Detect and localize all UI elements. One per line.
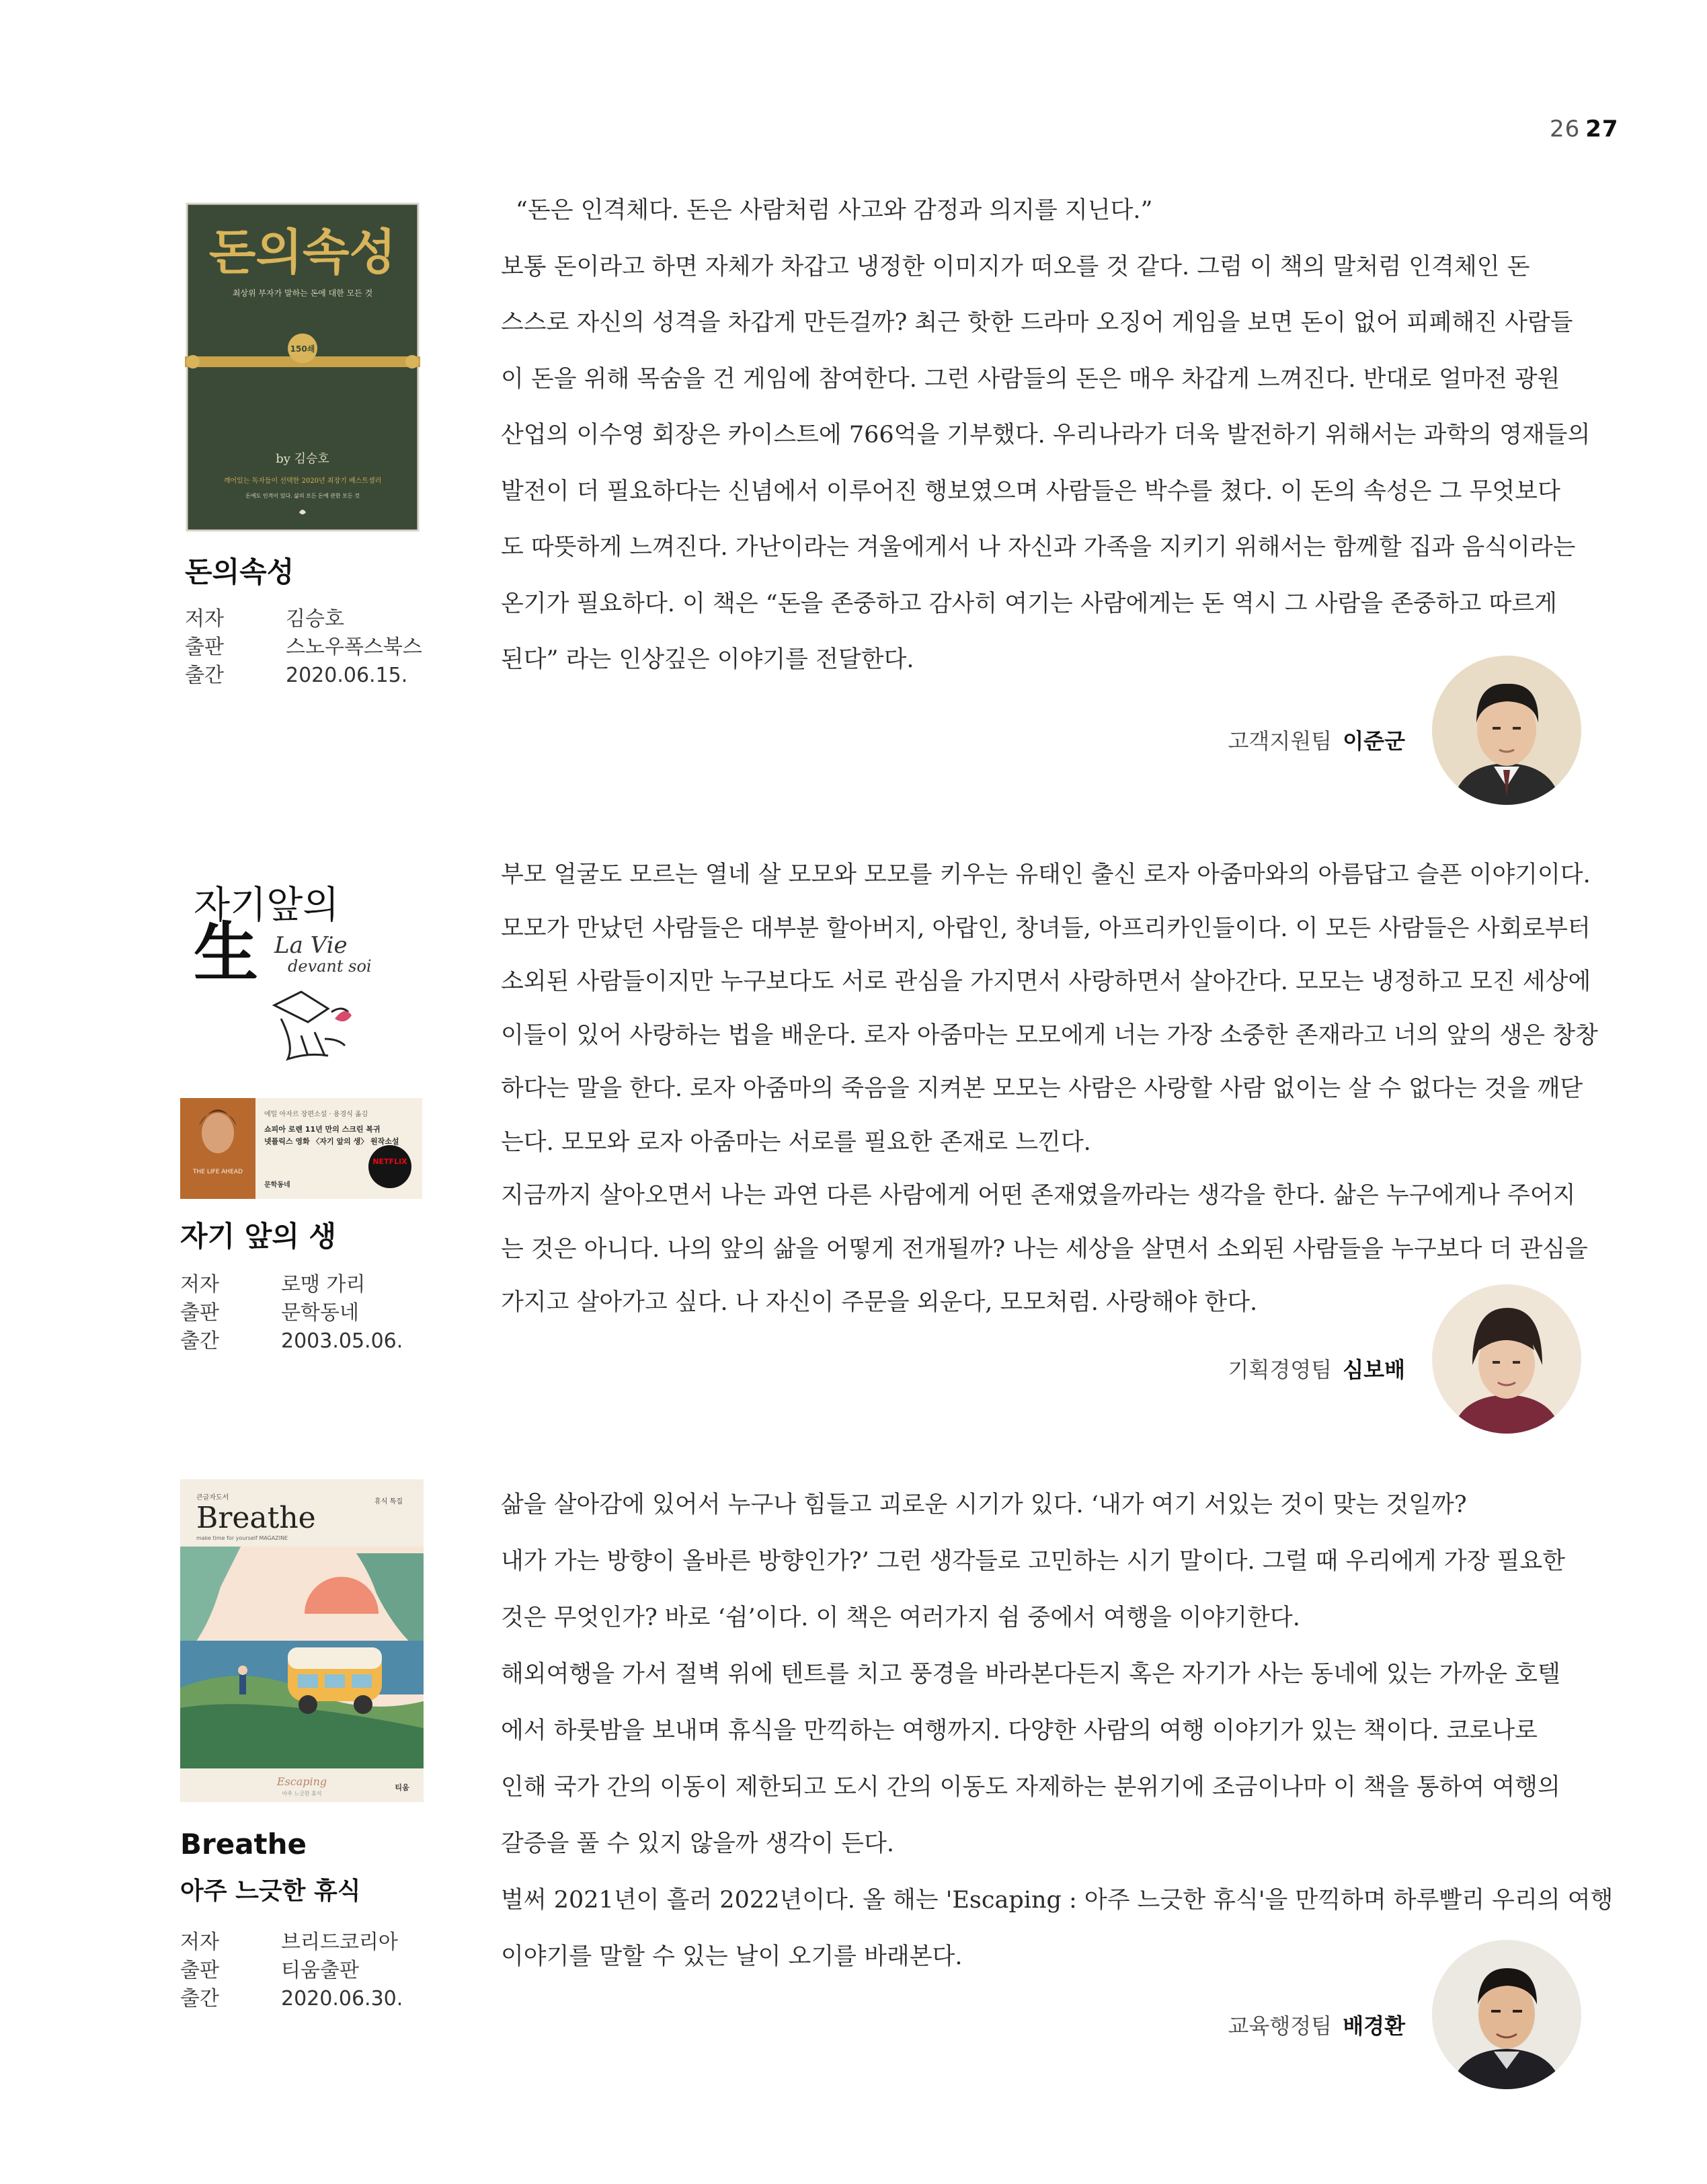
- review-text: [501, 1477, 1614, 1985]
- life-ahead-mini-book: THE LIFE AHEAD: [193, 1169, 243, 1175]
- review-line: 모모가 만났던 사람들은 대부분 할아버지, 아랍인, 창녀들, 아프리카인들이다. 이 모든 사람들은 사회로부터: [501, 914, 1591, 942]
- review-line: 것은 무엇인가? 바로 ‘쉼’이다. 이 책은 여러가지 쉼 중에서 여행을 이야기한다.: [501, 1604, 1300, 1631]
- meta-date-row: [180, 1985, 403, 2013]
- book-meta: [180, 1271, 403, 1356]
- life-ahead-band3: 넷플릭스 영화 〈자기 앞의 생〉 원작소설: [264, 1137, 399, 1146]
- meta-author-row: [180, 1928, 403, 1957]
- life-ahead-publisher: 문학동네: [264, 1181, 290, 1189]
- life-ahead-calligraphy-big: 生: [194, 914, 258, 990]
- life-ahead-french2: devant soi: [288, 957, 372, 976]
- meta-publisher-label: 출판: [180, 1959, 219, 1982]
- meta-author-row: [180, 1271, 403, 1299]
- reviewer-team: 기획경영팀: [1228, 1357, 1333, 1382]
- meta-publisher-value: 티움출판: [281, 1959, 359, 1982]
- reviewer-photo: [1432, 656, 1581, 805]
- meta-author-label: 저자: [180, 1930, 219, 1954]
- review-text: [501, 849, 1598, 1330]
- review-line: 부모 얼굴도 모르는 열네 살 모모와 모모를 키우는 유태인 출신 로자 아줌마와의 아름답고 슬픈 이야기이다.: [501, 861, 1591, 888]
- reviewer-team: 교육행정팀: [1228, 2013, 1333, 2039]
- meta-date-value: 2020.06.30.: [281, 1987, 403, 2011]
- review-line: 된다” 라는 인상깊은 이야기를 전달한다.: [501, 646, 914, 673]
- reviewer-name: 심보배: [1343, 1357, 1405, 1382]
- meta-publisher-label: 출판: [180, 1301, 219, 1325]
- review-text: [501, 183, 1590, 689]
- breathe-cover-small-top: 큰글자도서: [196, 1494, 229, 1502]
- page-number: [1550, 116, 1619, 143]
- meta-date-value: 2020.06.15.: [286, 664, 408, 687]
- money-cover-badge: 150쇄: [290, 344, 315, 354]
- review-line: 지금까지 살아오면서 나는 과연 다른 사람에게 어떤 존재였을까라는 생각을 한다. 삶은 누구에게나 주어지: [501, 1182, 1576, 1209]
- meta-date-label: 출간: [180, 1329, 219, 1353]
- breathe-cover-title: Breathe: [196, 1501, 316, 1535]
- book-title: Breathe: [180, 1828, 307, 1861]
- reviewer-photo: [1432, 1284, 1581, 1434]
- money-cover-author: by 김승호: [276, 452, 329, 466]
- breathe-cover-badge: 휴식 특집: [374, 1498, 403, 1506]
- reviewer: [1197, 2009, 1405, 2040]
- money-cover-art: [185, 202, 420, 533]
- review-line: 해외여행을 가서 절벽 위에 텐트를 치고 풍경을 바라본다든지 혹은 자기가 사는 동네에 있는 가까운 호텔: [501, 1661, 1560, 1688]
- review-line: 이야기를 말할 수 있는 날이 오기를 바래본다.: [501, 1943, 963, 1970]
- breathe-cover-art: [180, 1479, 424, 1802]
- review-line: 이 돈을 위해 목숨을 건 게임에 참여한다. 그런 사람들의 돈은 매우 차갑게 느껴진다. 반대로 얼마전 광원: [501, 365, 1560, 393]
- life-ahead-band1: 에밀 아자르 장편소설 · 용경식 옮김: [264, 1111, 368, 1118]
- book-meta: [180, 1928, 403, 2013]
- meta-publisher-label: 출판: [185, 635, 224, 659]
- review-line: 인해 국가 간의 이동이 제한되고 도시 간의 이동도 자제하는 분위기에 조금이나마 이 책을 통하여 여행의: [501, 1774, 1560, 1801]
- money-cover-subtitle: 최상위 부자가 말하는 돈에 대한 모든 것: [232, 288, 373, 298]
- meta-date-label: 출간: [180, 1987, 219, 2011]
- review-line: 가지고 살아가고 싶다. 나 자신이 주문을 외운다, 모모처럼. 사랑해야 한다.: [501, 1289, 1258, 1316]
- book-cover-life-ahead: [180, 851, 422, 1200]
- reviewer-name: 배경환: [1343, 2013, 1405, 2039]
- meta-author-label: 저자: [180, 1273, 219, 1296]
- review-line: 갈증을 풀 수 있지 않을까 생각이 든다.: [501, 1830, 895, 1857]
- life-ahead-band2: 쇼피아 로렌 11년 만의 스크린 복귀: [264, 1125, 381, 1134]
- meta-publisher-row: [180, 1957, 403, 1985]
- review-line: 는 것은 아니다. 나의 앞의 삶을 어떻게 전개될까? 나는 세상을 살면서 소외된 사람들을 누구보다 더 관심을: [501, 1235, 1588, 1263]
- review-line: “돈은 인격체다. 돈은 사람처럼 사고와 감정과 의지를 지닌다.”: [516, 197, 1153, 224]
- meta-author-row: [185, 605, 422, 633]
- review-line: 소외된 사람들이지만 누구보다도 서로 관심을 가지면서 사랑하면서 살아간다. 모모는 냉정하고 모진 세상에: [501, 968, 1591, 995]
- meta-author-value: 브리드코리아: [281, 1930, 398, 1954]
- review-line: 온기가 필요하다. 이 책은 “돈을 존중하고 감사히 여기는 사람에게는 돈 역시 그 사람을 존중하고 따르게: [501, 590, 1557, 617]
- reviewer-name: 이준군: [1343, 728, 1405, 754]
- reviewer-team: 고객지원팀: [1228, 728, 1333, 754]
- meta-author-value: 김승호: [286, 607, 344, 631]
- meta-date-row: [185, 662, 422, 690]
- meta-publisher-row: [180, 1299, 403, 1327]
- life-ahead-netflix-badge: NETFLIX: [372, 1157, 407, 1166]
- book-cover-money: [185, 202, 420, 533]
- review-line: 삶을 살아감에 있어서 누구나 힘들고 괴로운 시기가 있다. ‘내가 여기 서있는 것이 맞는 것일까?: [501, 1491, 1467, 1518]
- review-line: 스스로 자신의 성격을 차갑게 만든걸까? 최근 핫한 드라마 오징어 게임을 보면 돈이 없어 피폐해진 사람들: [501, 309, 1573, 336]
- meta-date-label: 출간: [185, 664, 224, 687]
- page-number-left: 26: [1550, 116, 1581, 143]
- review-line: 보통 돈이라고 하면 자체가 차갑고 냉정한 이미지가 떠오를 것 같다. 그럼 이 책의 말처럼 인격체인 돈: [501, 253, 1530, 280]
- review-line: 벌써 2021년이 흘러 2022년이다. 올 해는 'Escaping : 아주 느긋한 휴식'을 만끽하며 하루빨리 우리의 여행: [501, 1887, 1614, 1914]
- life-ahead-french1: La Vie: [274, 932, 348, 959]
- reviewer: [1197, 724, 1405, 755]
- breathe-cover-tagline: make time for yourself MAGAZINE: [196, 1535, 288, 1541]
- money-cover-tagline: 깨어있는 독자들이 선택한 2020년 최장기 베스트셀러: [223, 477, 382, 485]
- meta-publisher-row: [185, 633, 422, 662]
- money-cover-tagline2: 돈에도 인격이 있다. 삶의 모든 돈에 관한 모든 것: [245, 493, 360, 499]
- review-line: 산업의 이수영 회장은 카이스트에 766억을 기부했다. 우리나라가 더욱 발전하기 위해서는 과학의 영재들의: [501, 422, 1591, 448]
- meta-publisher-value: 스노우폭스북스: [286, 635, 422, 659]
- life-ahead-cover-art: [180, 851, 422, 1200]
- review-line: 는다. 모모와 로자 아줌마는 서로를 필요한 존재로 느낀다.: [501, 1128, 1091, 1156]
- review-line: 에서 하룻밤을 보내며 휴식을 만끽하는 여행까지. 다양한 사람의 여행 이야기가 있는 책이다. 코로나로: [501, 1717, 1538, 1744]
- meta-date-row: [180, 1327, 403, 1356]
- meta-author-label: 저자: [185, 607, 224, 631]
- book-subtitle: 아주 느긋한 휴식: [180, 1877, 361, 1905]
- review-line: 발전이 더 필요하다는 신념에서 이루어진 행보였으며 사람들은 박수를 쳤다. 이 돈의 속성은 그 무엇보다: [501, 477, 1560, 505]
- review-line: 하다는 말을 한다. 로자 아줌마의 죽음을 지켜본 모모는 사람은 사랑할 사람 없이는 살 수 없다는 것을 깨닫: [501, 1075, 1583, 1102]
- reviewer-photo: [1432, 1940, 1581, 2089]
- page-number-right: 27: [1585, 116, 1619, 143]
- meta-date-value: 2003.05.06.: [281, 1329, 403, 1353]
- meta-publisher-value: 문학동네: [281, 1301, 359, 1325]
- life-ahead-calligraphy: 자기앞의: [194, 884, 340, 927]
- book-meta: [185, 605, 422, 690]
- review-line: 도 따뜻하게 느껴진다. 가난이라는 겨울에게서 나 자신과 가족을 지키기 위해서는 함께할 집과 음식이라는: [501, 534, 1576, 561]
- book-title: 자기 앞의 생: [180, 1220, 337, 1253]
- review-line: 내가 가는 방향이 올바른 방향인가?’ 그런 생각들로 고민하는 시기 말이다. 그럴 때 우리에게 가장 필요한: [501, 1548, 1565, 1575]
- review-line: 이들이 있어 사랑하는 법을 배운다. 로자 아줌마는 모모에게 너는 가장 소중한 존재라고 너의 앞의 생은 창창: [501, 1021, 1598, 1049]
- reviewer: [1197, 1353, 1405, 1384]
- breathe-cover-bottom-sub: 아주 느긋한 휴식: [282, 1791, 322, 1797]
- money-cover-title: 돈의속성: [208, 224, 397, 280]
- book-cover-breathe: [180, 1479, 424, 1802]
- breathe-cover-publisher: 티움: [395, 1783, 409, 1792]
- breathe-cover-bottom: Escaping: [276, 1775, 327, 1788]
- book-title: 돈의속성: [185, 555, 294, 588]
- meta-author-value: 로맹 가리: [281, 1273, 366, 1296]
